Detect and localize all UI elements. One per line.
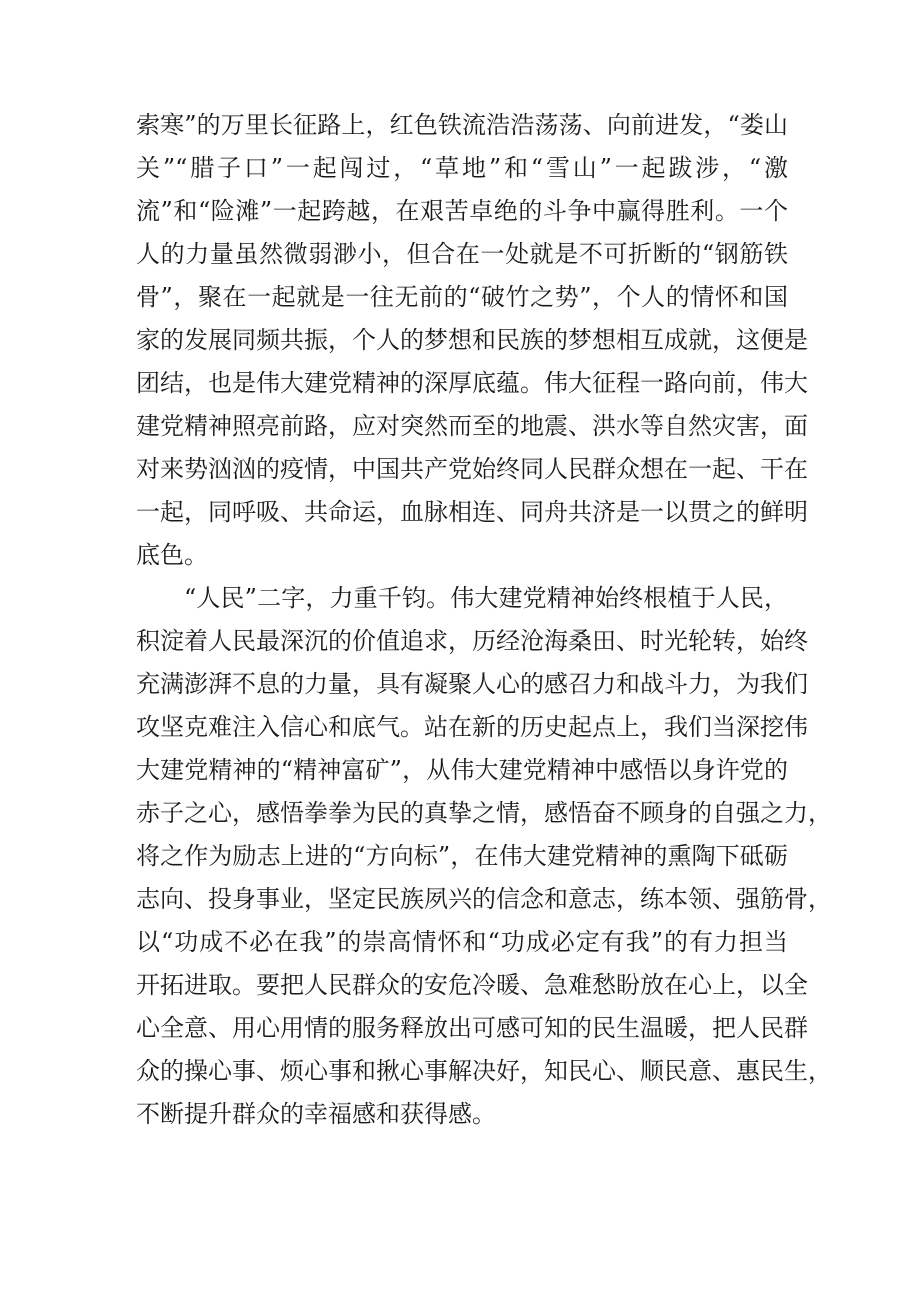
text-line: 志向、投身事业，坚定民族夙兴的信念和意志，练本领、强筋骨， bbox=[136, 885, 832, 913]
text-line: 关”“腊子口”一起闯过，“草地”和“雪山”一起跋涉，“激 bbox=[136, 154, 788, 182]
text-line: 团结，也是伟大建党精神的深厚底蕴。伟大征程一路向前，伟大 bbox=[136, 369, 808, 397]
text-line: 不断提升群众的幸福感和获得感。 bbox=[136, 1100, 496, 1128]
text-line: 开拓进取。要把人民群众的安危冷暖、急难愁盼放在心上，以全 bbox=[136, 971, 808, 999]
text-line: 建党精神照亮前路，应对突然而至的地震、洪水等自然灾害，面 bbox=[136, 412, 808, 440]
text-line: 底色。 bbox=[136, 541, 208, 569]
text-line: 心全意、用心用情的服务释放出可感可知的民生温暖，把人民群 bbox=[136, 1014, 808, 1042]
text-line: 流”和“险滩”一起跨越，在艰苦卓绝的斗争中赢得胜利。一个 bbox=[136, 197, 788, 225]
text-line: 充满澎湃不息的力量，具有凝聚人心的感召力和战斗力，为我们 bbox=[136, 670, 808, 698]
text-line: 骨”，聚在一起就是一往无前的“破竹之势”，个人的情怀和国 bbox=[136, 283, 788, 311]
text-line: “人民”二字，力重千钧。伟大建党精神始终根植于人民， bbox=[184, 584, 788, 612]
text-line: 家的发展同频共振，个人的梦想和民族的梦想相互成就，这便是 bbox=[136, 326, 808, 354]
text-line: 攻坚克难注入信心和底气。站在新的历史起点上，我们当深挖伟 bbox=[136, 713, 808, 741]
text-line: 大建党精神的“精神富矿”，从伟大建党精神中感悟以身许党的 bbox=[136, 756, 788, 784]
text-line: 对来势汹汹的疫情，中国共产党始终同人民群众想在一起、干在 bbox=[136, 455, 808, 483]
text-line: 以“功成不必在我”的崇高情怀和“功成必定有我”的有力担当 bbox=[136, 928, 788, 956]
text-line: 人的力量虽然微弱渺小，但合在一处就是不可折断的“钢筋铁 bbox=[136, 240, 788, 268]
text-line: 众的操心事、烦心事和揪心事解决好，知民心、顺民意、惠民生， bbox=[136, 1057, 832, 1085]
text-line: 将之作为励志上进的“方向标”，在伟大建党精神的熏陶下砥砺 bbox=[136, 842, 788, 870]
text-line: 积淀着人民最深沉的价值追求，历经沧海桑田、时光轮转，始终 bbox=[136, 627, 808, 655]
text-line: 索寒”的万里长征路上，红色铁流浩浩荡荡、向前进发，“娄山 bbox=[136, 111, 788, 139]
text-line: 赤子之心，感悟拳拳为民的真挚之情，感悟奋不顾身的自强之力， bbox=[136, 799, 832, 827]
text-line: 一起，同呼吸、共命运，血脉相连、同舟共济是一以贯之的鲜明 bbox=[136, 498, 808, 526]
